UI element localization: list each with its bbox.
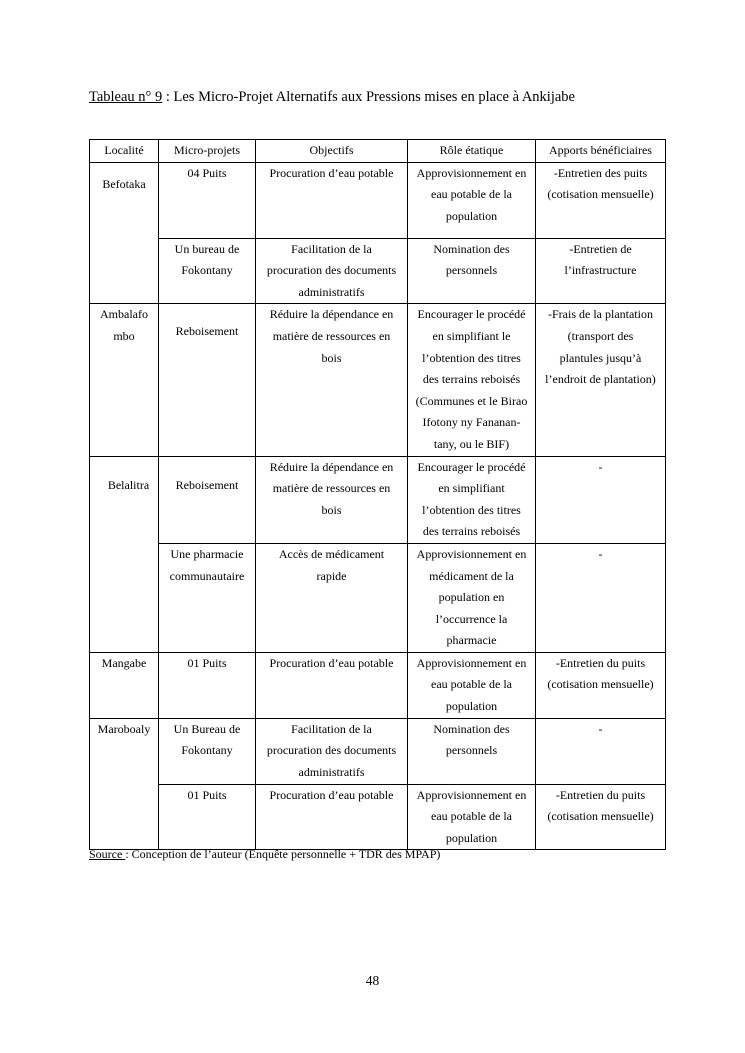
cell-micro — [159, 543, 256, 652]
cell-line: population en — [438, 590, 505, 605]
micro-projects-table — [89, 139, 666, 850]
cell-line: - — [598, 459, 603, 474]
source-text: : Conception de l’auteur (Enquête personnelle + TDR des MPAP) — [125, 847, 441, 861]
cell-localite — [90, 456, 159, 652]
cell-line: matière de ressources en — [272, 328, 391, 343]
cell-line: Un bureau de — [174, 241, 240, 256]
cell-localite — [90, 652, 159, 718]
cell-line: personnels — [445, 743, 498, 758]
localite-befotaka: Befotaka — [102, 176, 146, 191]
table-row — [90, 456, 666, 543]
cell-role — [408, 304, 536, 456]
cell-apports — [536, 543, 666, 652]
cell-apports — [536, 456, 666, 543]
cell-line: -Entretien de — [569, 241, 632, 256]
cell-objectif — [256, 238, 408, 304]
cell-line: (Communes et le Birao — [415, 393, 528, 408]
cell-line: (transport des — [567, 328, 634, 343]
cell-line: Approvisionnement en — [416, 546, 527, 561]
cell-line: (cotisation mensuelle) — [547, 187, 654, 202]
cell-line: des terrains reboisés — [422, 372, 521, 387]
cell-line: eau potable de la — [431, 187, 512, 202]
cell-line: Une pharmacie — [170, 546, 244, 561]
cell-line: 04 Puits — [187, 165, 227, 180]
cell-line: mbo — [113, 328, 135, 343]
cell-line: Un Bureau de — [173, 721, 241, 736]
cell-line: Encourager le procédé — [417, 459, 526, 474]
cell-micro — [159, 456, 256, 543]
cell-line: 01 Puits — [187, 655, 227, 670]
cell-line: - — [598, 721, 603, 736]
cell-apports — [536, 304, 666, 456]
cell-line: Fokontany — [181, 743, 233, 758]
cell-line: bois — [321, 350, 342, 365]
page-number: 48 — [365, 973, 380, 988]
cell-line: Reboisement — [175, 477, 239, 492]
cell-line: Accès de médicament — [278, 546, 385, 561]
cell-line: Approvisionnement en — [416, 165, 527, 180]
cell-role — [408, 238, 536, 304]
cell-line: l’endroit de plantation) — [545, 372, 656, 387]
cell-apports — [536, 784, 666, 850]
cell-apports — [536, 238, 666, 304]
cell-apports — [536, 718, 666, 784]
cell-line: Procuration d’eau potable — [269, 655, 394, 670]
localite-belalitra: Belalitra — [107, 477, 150, 492]
cell-line: procuration des documents — [266, 263, 397, 278]
cell-line: Réduire la dépendance en — [269, 307, 394, 322]
cell-localite — [90, 718, 159, 850]
cell-line: des terrains reboisés — [422, 524, 521, 539]
table-row — [90, 162, 666, 238]
cell-objectif — [256, 784, 408, 850]
cell-role — [408, 718, 536, 784]
cell-line: -Entretien du puits — [555, 655, 646, 670]
header-localite: Localité — [90, 140, 159, 163]
cell-line: -Frais de la plantation — [548, 307, 653, 322]
cell-line: administratifs — [298, 765, 365, 780]
cell-line: Approvisionnement en — [416, 787, 527, 802]
cell-line: l’obtention des titres — [422, 502, 521, 517]
cell-line: Ambalafo — [100, 307, 148, 322]
cell-objectif — [256, 543, 408, 652]
cell-line: Nomination des — [433, 721, 510, 736]
cell-role — [408, 543, 536, 652]
cell-line: Procuration d’eau potable — [269, 787, 394, 802]
cell-line: population — [445, 208, 498, 223]
table-row — [90, 718, 666, 784]
cell-micro — [159, 238, 256, 304]
cell-objectif — [256, 456, 408, 543]
header-role-etatique: Rôle étatique — [408, 140, 536, 163]
table-row — [90, 543, 666, 652]
cell-line: rapide — [316, 568, 347, 583]
cell-line: Reboisement — [175, 324, 239, 339]
cell-micro — [159, 304, 256, 456]
cell-line: population — [445, 830, 498, 845]
header-micro-projets: Micro-projets — [159, 140, 256, 163]
table-row — [90, 238, 666, 304]
cell-micro — [159, 784, 256, 850]
cell-line: - — [598, 546, 603, 561]
cell-role — [408, 784, 536, 850]
cell-objectif — [256, 304, 408, 456]
cell-line: (cotisation mensuelle) — [547, 809, 654, 824]
cell-line: eau potable de la — [431, 809, 512, 824]
cell-line: plantules jusqu’à — [559, 350, 642, 365]
cell-line: communautaire — [169, 568, 245, 583]
cell-line: Nomination des — [433, 241, 510, 256]
header-apports-beneficiaires: Apports bénéficiaires — [536, 140, 666, 163]
cell-line: population — [445, 699, 498, 714]
cell-line: pharmacie — [446, 633, 497, 648]
caption-text: : Les Micro-Projet Alternatifs aux Pressions mises en place à Ankijabe — [162, 89, 575, 105]
cell-line: Encourager le procédé — [417, 307, 526, 322]
cell-micro — [159, 652, 256, 718]
cell-micro — [159, 718, 256, 784]
cell-line: Facilitation de la — [291, 721, 372, 736]
cell-apports — [536, 652, 666, 718]
table-header-row — [90, 140, 666, 163]
cell-line: bois — [321, 502, 342, 517]
header-objectifs: Objectifs — [256, 140, 408, 163]
cell-line: Réduire la dépendance en — [269, 459, 394, 474]
cell-objectif — [256, 718, 408, 784]
cell-line: médicament de la — [429, 568, 514, 583]
source-label: Source — [89, 847, 126, 861]
localite-maroboaly: Maroboaly — [97, 721, 151, 736]
table-caption — [89, 89, 575, 106]
localite-mangabe: Mangabe — [101, 655, 147, 670]
cell-line: 01 Puits — [187, 787, 227, 802]
cell-line: Facilitation de la — [291, 241, 372, 256]
cell-line: l’infrastructure — [564, 263, 637, 278]
cell-objectif — [256, 162, 408, 238]
table-row — [90, 784, 666, 850]
cell-localite — [90, 304, 159, 456]
cell-line: Approvisionnement en — [416, 655, 527, 670]
cell-line: (cotisation mensuelle) — [547, 677, 654, 692]
cell-line: Fokontany — [181, 263, 233, 278]
cell-line: -Entretien du puits — [555, 787, 646, 802]
cell-line: -Entretien des puits — [553, 165, 648, 180]
table-source — [89, 847, 440, 862]
cell-line: administratifs — [298, 284, 365, 299]
table-row — [90, 304, 666, 456]
cell-localite — [90, 162, 159, 304]
cell-line: l’occurrence la — [435, 611, 508, 626]
cell-line: l’obtention des titres — [422, 350, 521, 365]
cell-line: personnels — [445, 263, 498, 278]
table-row — [90, 652, 666, 718]
cell-micro — [159, 162, 256, 238]
cell-role — [408, 162, 536, 238]
cell-line: eau potable de la — [431, 677, 512, 692]
cell-role — [408, 456, 536, 543]
cell-role — [408, 652, 536, 718]
cell-line: en simplifiant — [438, 481, 505, 496]
cell-line: matière de ressources en — [272, 481, 391, 496]
cell-objectif — [256, 652, 408, 718]
cell-line: tany, ou le BIF) — [433, 436, 510, 451]
caption-label: Tableau n° 9 — [89, 89, 163, 105]
cell-line: Procuration d’eau potable — [269, 165, 394, 180]
cell-line: procuration des documents — [266, 743, 397, 758]
cell-line: Ifotony ny Fananan- — [422, 415, 521, 430]
cell-apports — [536, 162, 666, 238]
cell-line: en simplifiant le — [432, 328, 511, 343]
